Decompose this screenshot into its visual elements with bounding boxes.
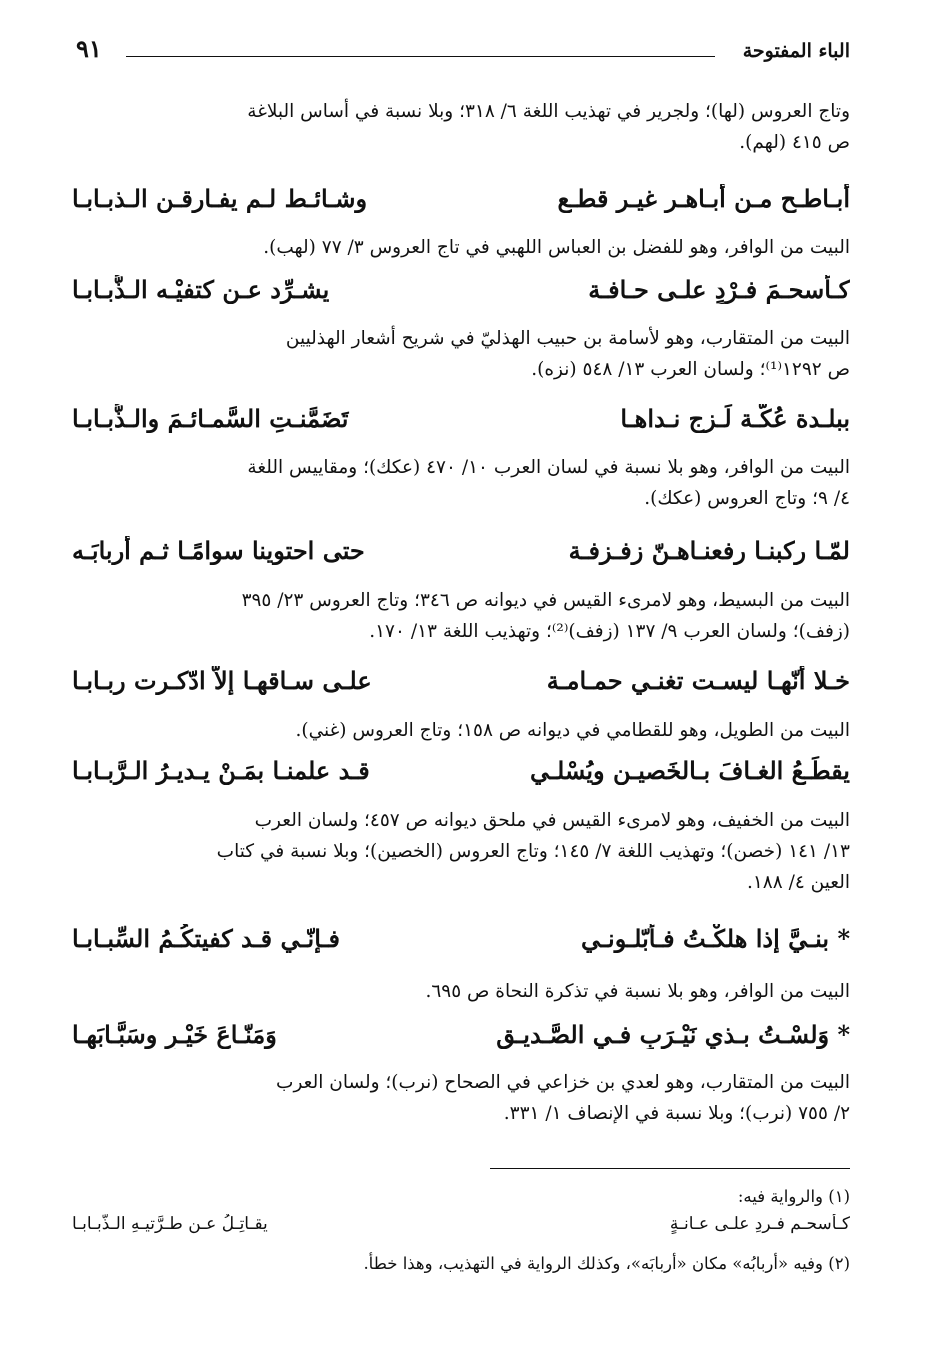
footnote-verse-first-hemistich: كـأسحـم فـردِ علـى عـانـةٍ bbox=[669, 1214, 850, 1234]
verse-2-first-hemistich: كـأسحـمَ فـرْدٍ علـى حـافـة bbox=[588, 275, 850, 304]
note-7: البيت من الوافر، وهو بلا نسبة في تذكرة النحاة ص ٦٩٥. bbox=[425, 981, 850, 1002]
note-4 bbox=[72, 585, 850, 647]
verse-8 bbox=[72, 1020, 850, 1064]
verse-5 bbox=[72, 666, 850, 710]
verse-3-second-hemistich: تَضَمَّنـتِ السَّمـائـمَ والـذُّبـابـا bbox=[72, 404, 349, 433]
intro-paragraph bbox=[72, 96, 850, 158]
verse-6-first-hemistich: يقطَـعُ الغـافَ بـالخَصيـنِ ويُسْلـي bbox=[529, 756, 850, 785]
text-line: البيت من المتقارب، وهو لأسامة بن حبيب الهذليّ في شريح أشعار الهذليين bbox=[285, 328, 850, 349]
verse-6 bbox=[72, 756, 850, 800]
verse-8-first-hemistich: * وَلسْـتُ بـذي نَيْـرَبٍ فـي الصَّـديـقِ bbox=[496, 1020, 850, 1049]
text-line: ١٣/ ١٤١ (خصن)؛ وتهذيب اللغة ٧/ ١٤٥؛ وتاج العروس (الخصين)؛ وبلا نسبة في كتاب bbox=[216, 841, 850, 862]
footnote-1-verse bbox=[72, 1214, 850, 1242]
verse-1 bbox=[72, 184, 850, 228]
footnote-1-intro: (١) والرواية فيه: bbox=[737, 1187, 850, 1206]
text-line: البيت من المتقارب، وهو لعدي بن خزاعي في الصحاح (نرب)؛ ولسان العرب bbox=[276, 1072, 850, 1093]
verse-5-second-hemistich: علـى سـاقهـا إلاّ ادّكـرت ربـابـا bbox=[72, 666, 372, 695]
verse-4-first-hemistich: لمّـا ركبنـا رفعنـاهـنّ زفـزفـة bbox=[568, 536, 850, 565]
verse-1-second-hemistich: وشـائـط لـم يفـارقـن الـذبـابـا bbox=[72, 184, 368, 213]
text-line: ص ١٢٩٢⁽¹⁾؛ ولسان العرب ١٣/ ٥٤٨ (نزه). bbox=[531, 359, 850, 380]
text-line: ٤/ ٩؛ وتاج العروس (عكك). bbox=[644, 488, 850, 509]
text-line: ص ٤١٥ (لهم). bbox=[739, 132, 850, 153]
footnote-rule bbox=[490, 1168, 850, 1169]
text-line: البيت من البسيط، وهو لامرىء القيس في ديوانه ص ٣٤٦؛ وتاج العروس ٢٣/ ٣٩٥ bbox=[241, 590, 850, 611]
verse-7 bbox=[72, 924, 850, 968]
note-5: البيت من الطويل، وهو للقطامي في ديوانه ص ١٥٨؛ وتاج العروس (غني). bbox=[295, 720, 850, 741]
text-line: العين ٤/ ١٨٨. bbox=[746, 872, 850, 893]
verse-8-second-hemistich: وَمَنّـاعَ خَيْـرٍ وسَبَّـابَهـا bbox=[72, 1020, 277, 1049]
text-line: وتاج العروس (لها)؛ ولجرير في تهذيب اللغة ٦/ ٣١٨؛ وبلا نسبة في أساس البلاغة bbox=[247, 101, 850, 122]
verse-7-first-hemistich: * بنـيَّ إذا هلكْـتُ فـأبّلـونـي bbox=[581, 924, 850, 953]
verse-5-first-hemistich: خـلا أنّهـا ليسـت تغنـي حمـامـة bbox=[546, 666, 850, 695]
note-8 bbox=[72, 1067, 850, 1129]
text-line: (زفف)؛ ولسان العرب ٩/ ١٣٧ (زفف)⁽²⁾؛ وتهذيب اللغة ١٣/ ١٧٠. bbox=[369, 621, 850, 642]
verse-1-first-hemistich: أبـاطـح مـن أبـاهـر غيـر قطـع bbox=[557, 184, 850, 213]
chapter-title: الباء المفتوحة bbox=[742, 40, 850, 62]
note-6 bbox=[72, 805, 850, 898]
verse-2-second-hemistich: يشـرِّد عـن كتفيْـه الـذُّبـابـا bbox=[72, 275, 330, 304]
text-line: ٢/ ٧٥٥ (نرب)؛ وبلا نسبة في الإنصاف ١/ ٣٣١. bbox=[503, 1103, 850, 1124]
verse-4-second-hemistich: حتى احتوينا سوامًـا ثـم أربابَـه bbox=[72, 536, 365, 565]
text-line: البيت من الوافر، وهو بلا نسبة في لسان العرب ١٠/ ٤٧٠ (عكك)؛ ومقاييس اللغة bbox=[247, 457, 850, 478]
verse-3-first-hemistich: ببلـدة عُكَّـة لَـزِجٍ نـداهـا bbox=[620, 404, 850, 433]
verse-3 bbox=[72, 404, 850, 448]
footnote-2: (٢) وفيه «أربابُه» مكان «أربابَه»، وكذلك الرواية في التهذيب، وهذا خطأ. bbox=[363, 1254, 850, 1273]
note-1: البيت من الوافر، وهو للفضل بن العباس اللهبي في تاج العروس ٣/ ٧٧ (لهب). bbox=[263, 237, 850, 258]
verse-7-second-hemistich: فـإنّـي قـد كفيتكُـمُ السِّبـابـا bbox=[72, 924, 341, 953]
page-number: ٩١ bbox=[76, 34, 102, 63]
note-2 bbox=[72, 323, 850, 385]
footnote-verse-second-hemistich: يقـاتِـلُ عـن طـرَّتيـهِ الـذّبـابـا bbox=[72, 1214, 268, 1234]
running-header bbox=[70, 30, 850, 70]
note-3 bbox=[72, 452, 850, 514]
verse-4 bbox=[72, 536, 850, 580]
text-line: البيت من الخفيف، وهو لامرىء القيس في ملحق ديوانه ص ٤٥٧؛ ولسان العرب bbox=[254, 810, 850, 831]
verse-6-second-hemistich: قـد علمنـا بمَـنْ يـديـرُ الـرَّبـابـا bbox=[72, 756, 370, 785]
header-rule bbox=[126, 56, 715, 57]
verse-2 bbox=[72, 275, 850, 319]
